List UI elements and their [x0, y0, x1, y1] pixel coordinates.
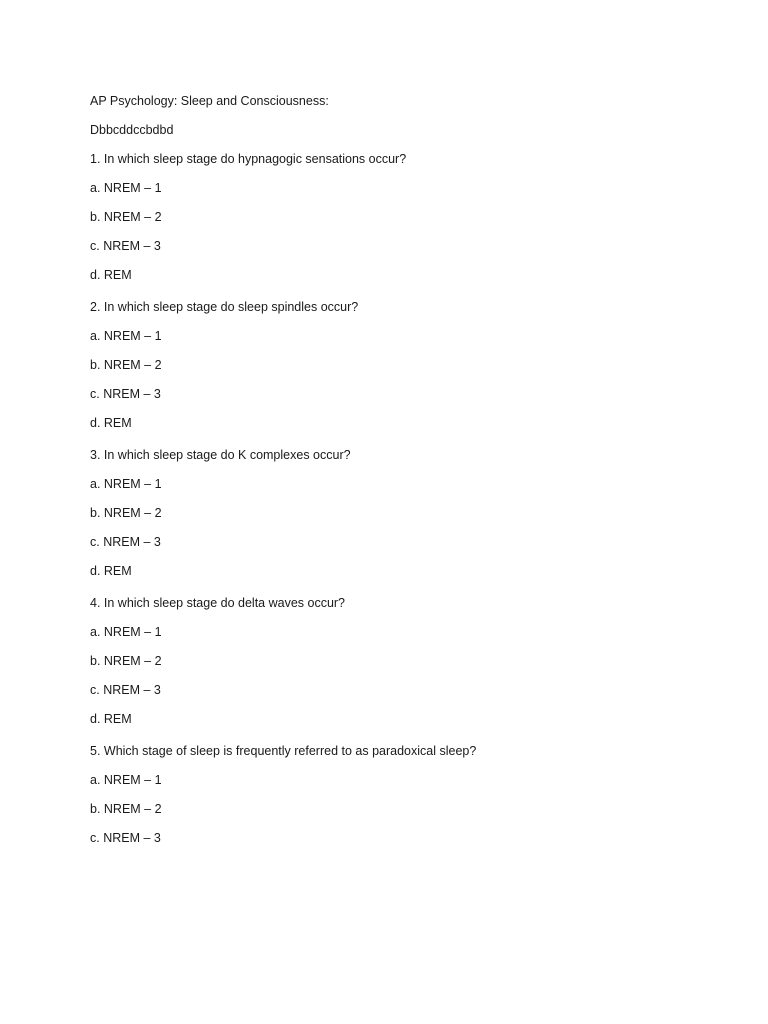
question-1: [90, 152, 710, 283]
option-b: b. NREM – 2: [90, 210, 162, 224]
option-b: b. NREM – 2: [90, 802, 162, 816]
document-title: AP Psychology: Sleep and Consciousness:: [90, 94, 329, 108]
option-a: a. NREM – 1: [90, 477, 162, 491]
option-a: a. NREM – 1: [90, 181, 162, 195]
question-text: 5. Which stage of sleep is frequently referred to as paradoxical sleep?: [90, 744, 477, 758]
question-text: 4. In which sleep stage do delta waves occur?: [90, 596, 346, 610]
answer-key: Dbbcddccbdbd: [90, 123, 174, 137]
question-3: [90, 448, 710, 579]
option-c: c. NREM – 3: [90, 831, 161, 845]
option-d: d. REM: [90, 268, 132, 282]
option-c: c. NREM – 3: [90, 239, 161, 253]
option-b: b. NREM – 2: [90, 506, 162, 520]
question-text: 1. In which sleep stage do hypnagogic sensations occur?: [90, 152, 407, 166]
option-b: b. NREM – 2: [90, 358, 162, 372]
question-2: [90, 300, 710, 431]
option-b: b. NREM – 2: [90, 654, 162, 668]
option-a: a. NREM – 1: [90, 625, 162, 639]
option-d: d. REM: [90, 416, 132, 430]
question-text: 3. In which sleep stage do K complexes occur?: [90, 448, 351, 462]
question-4: [90, 596, 710, 727]
question-5: [90, 744, 710, 846]
option-d: d. REM: [90, 712, 132, 726]
question-text: 2. In which sleep stage do sleep spindles occur?: [90, 300, 359, 314]
option-c: c. NREM – 3: [90, 387, 161, 401]
document-body: [90, 94, 710, 846]
option-c: c. NREM – 3: [90, 535, 161, 549]
option-a: a. NREM – 1: [90, 329, 162, 343]
option-d: d. REM: [90, 564, 132, 578]
option-a: a. NREM – 1: [90, 773, 162, 787]
option-c: c. NREM – 3: [90, 683, 161, 697]
